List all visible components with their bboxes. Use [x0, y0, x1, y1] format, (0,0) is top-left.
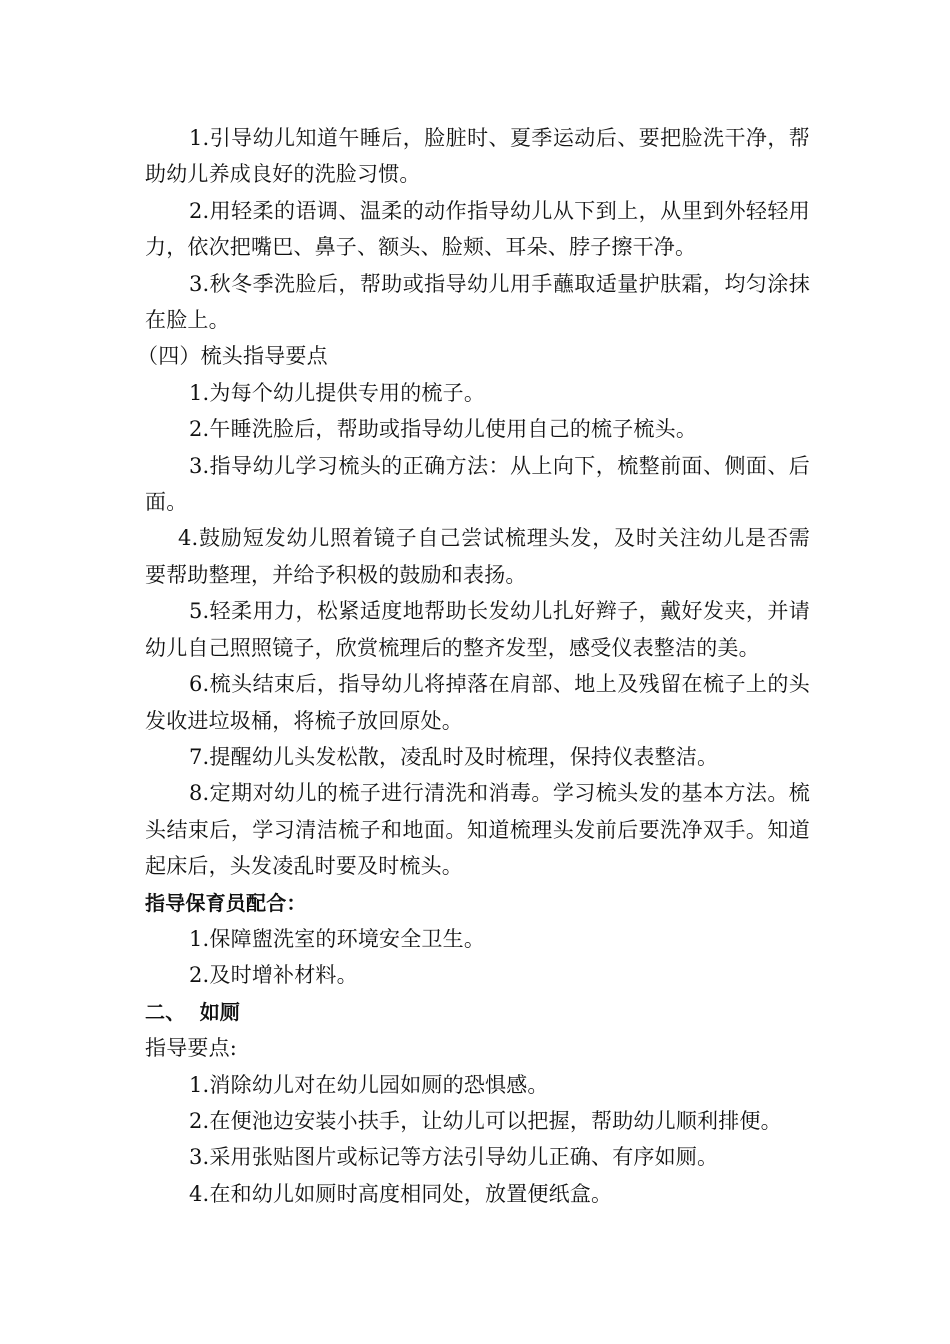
paragraph-comb-3: 3.指导幼儿学习梳头的正确方法：从上向下，梳整前面、侧面、后面。: [145, 453, 810, 515]
paragraph-toilet-4: 4.在和幼儿如厕时高度相同处，放置便纸盒。: [189, 1181, 613, 1206]
paragraph-comb-4: 4.鼓励短发幼儿照着镜子自己尝试梳理头发，及时关注幼儿是否需要帮助整理，并给予积极的鼓励和表扬。: [145, 526, 810, 587]
paragraph-toilet-2: 2.在便池边安装小扶手，让幼儿可以把握，帮助幼儿顺利排便。: [189, 1108, 782, 1133]
paragraph-comb-7: 7.提醒幼儿头发松散，凌乱时及时梳理，保持仪表整洁。: [189, 744, 719, 769]
section-heading-toilet: 二、 如厕: [145, 999, 241, 1024]
paragraph-wash-face-3: 3.秋冬季洗脸后，帮助或指导幼儿用手蘸取适量护肤霜，均匀涂抹在脸上。: [145, 271, 810, 333]
paragraph-comb-5: 5.轻柔用力，松紧适度地帮助长发幼儿扎好辫子，戴好发夹，并请幼儿自己照照镜子，欣赏梳理后的整齐发型，感受仪表整洁的美。: [145, 599, 810, 660]
paragraph-comb-6: 6.梳头结束后，指导幼儿将掉落在肩部、地上及残留在梳子上的头发收进垃圾桶，将梳子放回原处。: [145, 672, 810, 733]
paragraph-wash-face-2: 2.用轻柔的语调、温柔的动作指导幼儿从下到上，从里到外轻轻用力，依次把嘴巴、鼻子、额头、脸颊、耳朵、脖子擦干净。: [145, 198, 810, 260]
paragraph-comb-8: 8.定期对幼儿的梳子进行清洗和消毒。学习梳头发的基本方法。梳头结束后，学习清洁梳子和地面。知道梳理头发前后要洗净双手。知道起床后，头发凌乱时要及时梳头。: [145, 781, 810, 879]
section-heading-comb-hair: （四）梳头指导要点: [137, 344, 328, 369]
paragraph-caregiver-1: 1.保障盥洗室的环境安全卫生。: [189, 926, 486, 951]
paragraph-comb-1: 1.为每个幼儿提供专用的梳子。: [189, 380, 486, 405]
paragraph-toilet-3: 3.采用张贴图片或标记等方法引导幼儿正确、有序如厕。: [189, 1145, 719, 1170]
paragraph-wash-face-1: 1.引导幼儿知道午睡后，脸脏时、夏季运动后、要把脸洗干净，帮助幼儿养成良好的洗脸习惯。: [145, 126, 810, 187]
section-heading-caregiver: 指导保育员配合：: [145, 890, 307, 915]
subheading-guidance-points: 指导要点:: [145, 1036, 238, 1061]
paragraph-caregiver-2: 2.及时增补材料。: [189, 963, 358, 988]
paragraph-comb-2: 2.午睡洗脸后，帮助或指导幼儿使用自己的梳子梳头。: [189, 417, 698, 442]
paragraph-toilet-1: 1.消除幼儿对在幼儿园如厕的恐惧感。: [189, 1072, 549, 1097]
document-body: [137, 120, 810, 1212]
